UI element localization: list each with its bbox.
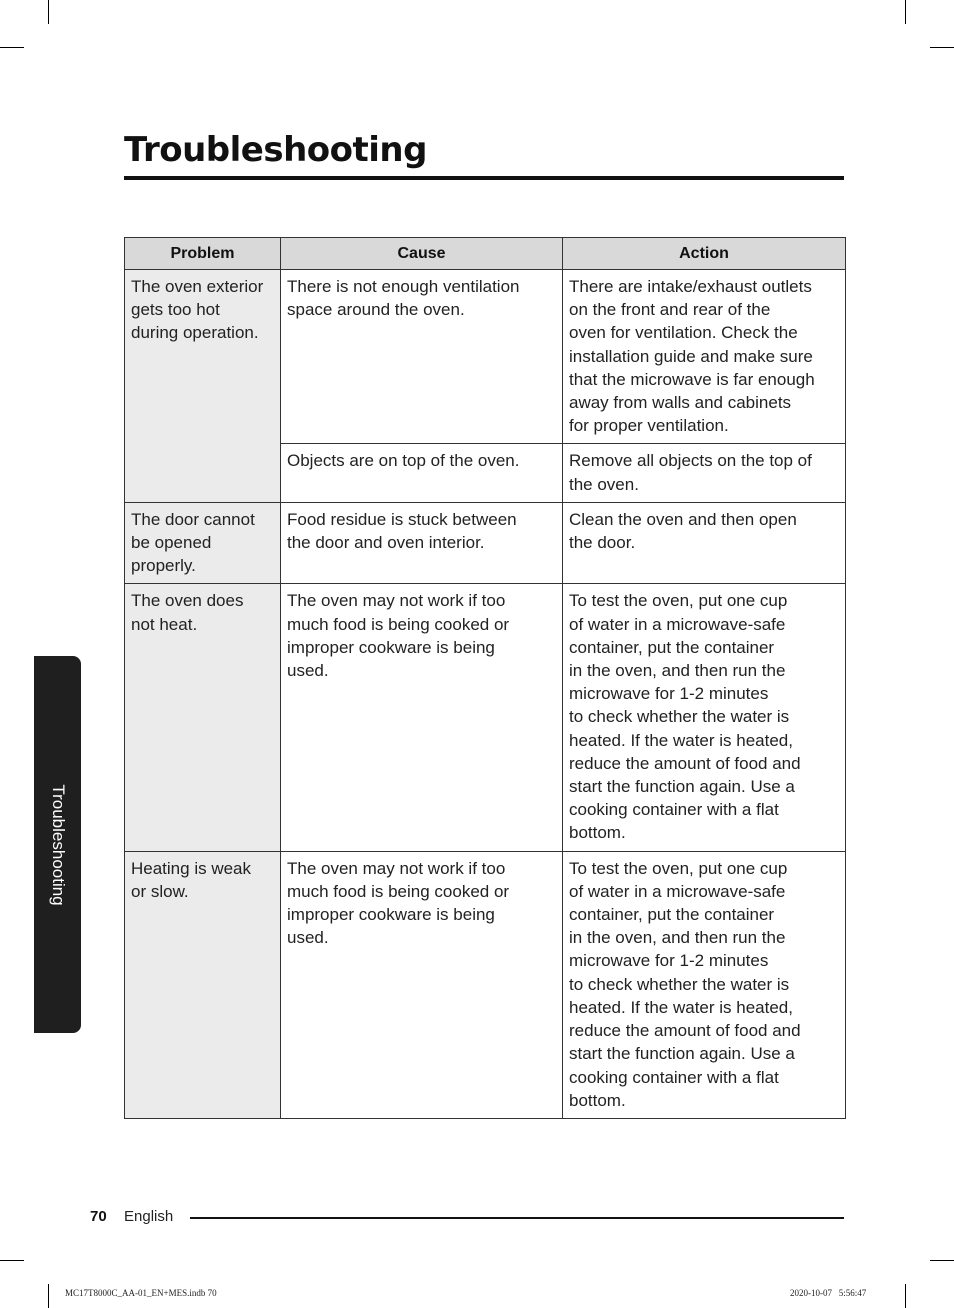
problem-cell [125, 584, 281, 851]
action-cell [563, 502, 846, 584]
action-text: Clean the oven and then open the door. [569, 509, 797, 553]
action-text: There are intake/exhaust outlets on the front and rear of the oven for ventilation. Check the installation guide and make sure that the microwave is far enough away from walls and cabinets for proper ventilation. [569, 277, 815, 436]
cause-text: Objects are on top of the oven. [287, 451, 520, 471]
crop-mark [0, 1260, 24, 1261]
action-text: To test the oven, put one cup of water in a microwave-safe container, put the container in the oven, and then run the microwave for 1-2 minutes to check whether the water is heated. If the water is heated, reduce the amount of food and start the function again. Use a cooking container with a flat bottom. [569, 591, 801, 843]
footer-divider [190, 1217, 844, 1219]
crop-mark [905, 1284, 906, 1308]
cause-text: The oven may not work if too much food is being cooked or improper cookware is being used. [287, 858, 510, 948]
action-text: To test the oven, put one cup of water in a microwave-safe container, put the container in the oven, and then run the microwave for 1-2 minutes to check whether the water is heated. If the water is heated, reduce the amount of food and start the function again. Use a cooking container with a flat bottom. [569, 858, 801, 1110]
table-row [125, 502, 846, 584]
title-divider [124, 176, 844, 180]
crop-mark [48, 1284, 49, 1308]
section-side-tab [34, 656, 81, 1033]
cause-text: There is not enough ventilation space around the oven. [287, 277, 520, 320]
problem-text: The door cannot be opened properly. [131, 509, 255, 576]
table-row [125, 851, 846, 1118]
crop-mark [0, 47, 24, 48]
action-cell [563, 851, 846, 1118]
cause-text: Food residue is stuck between the door and oven interior. [287, 509, 517, 553]
page-language: English [124, 1208, 174, 1225]
page-title: Troubleshooting [124, 130, 427, 170]
header-cause: Cause [281, 238, 563, 270]
crop-mark [930, 1260, 954, 1261]
header-action: Action [563, 238, 846, 270]
problem-cell [125, 851, 281, 1118]
cause-cell [281, 502, 563, 584]
action-cell [563, 444, 846, 502]
problem-cell [125, 502, 281, 584]
table-header-row [125, 238, 846, 270]
action-cell [563, 584, 846, 851]
problem-text: Heating is weak or slow. [131, 858, 252, 901]
print-timestamp: 2020-10-07 5:56:47 [790, 1288, 867, 1298]
section-side-tab-label: Troubleshooting [48, 783, 68, 906]
action-cell [563, 270, 846, 444]
table-row [125, 270, 846, 444]
problem-text: The oven does not heat. [131, 591, 244, 634]
action-text: Remove all objects on the top of the oven. [569, 451, 812, 494]
table-row [125, 584, 846, 851]
cause-cell [281, 270, 563, 444]
problem-text: The oven exterior gets too hot during operation. [131, 277, 264, 343]
crop-mark [48, 0, 49, 24]
cause-cell [281, 444, 563, 502]
print-file-info: MC17T8000C_AA-01_EN+MES.indb 70 [65, 1288, 217, 1298]
header-problem: Problem [125, 238, 281, 270]
crop-mark [905, 0, 906, 24]
cause-cell [281, 584, 563, 851]
troubleshooting-table [124, 237, 846, 1119]
page-number: 70 [90, 1208, 107, 1225]
problem-cell [125, 270, 281, 503]
cause-cell [281, 851, 563, 1118]
cause-text: The oven may not work if too much food is being cooked or improper cookware is being used. [287, 591, 510, 681]
crop-mark [930, 47, 954, 48]
